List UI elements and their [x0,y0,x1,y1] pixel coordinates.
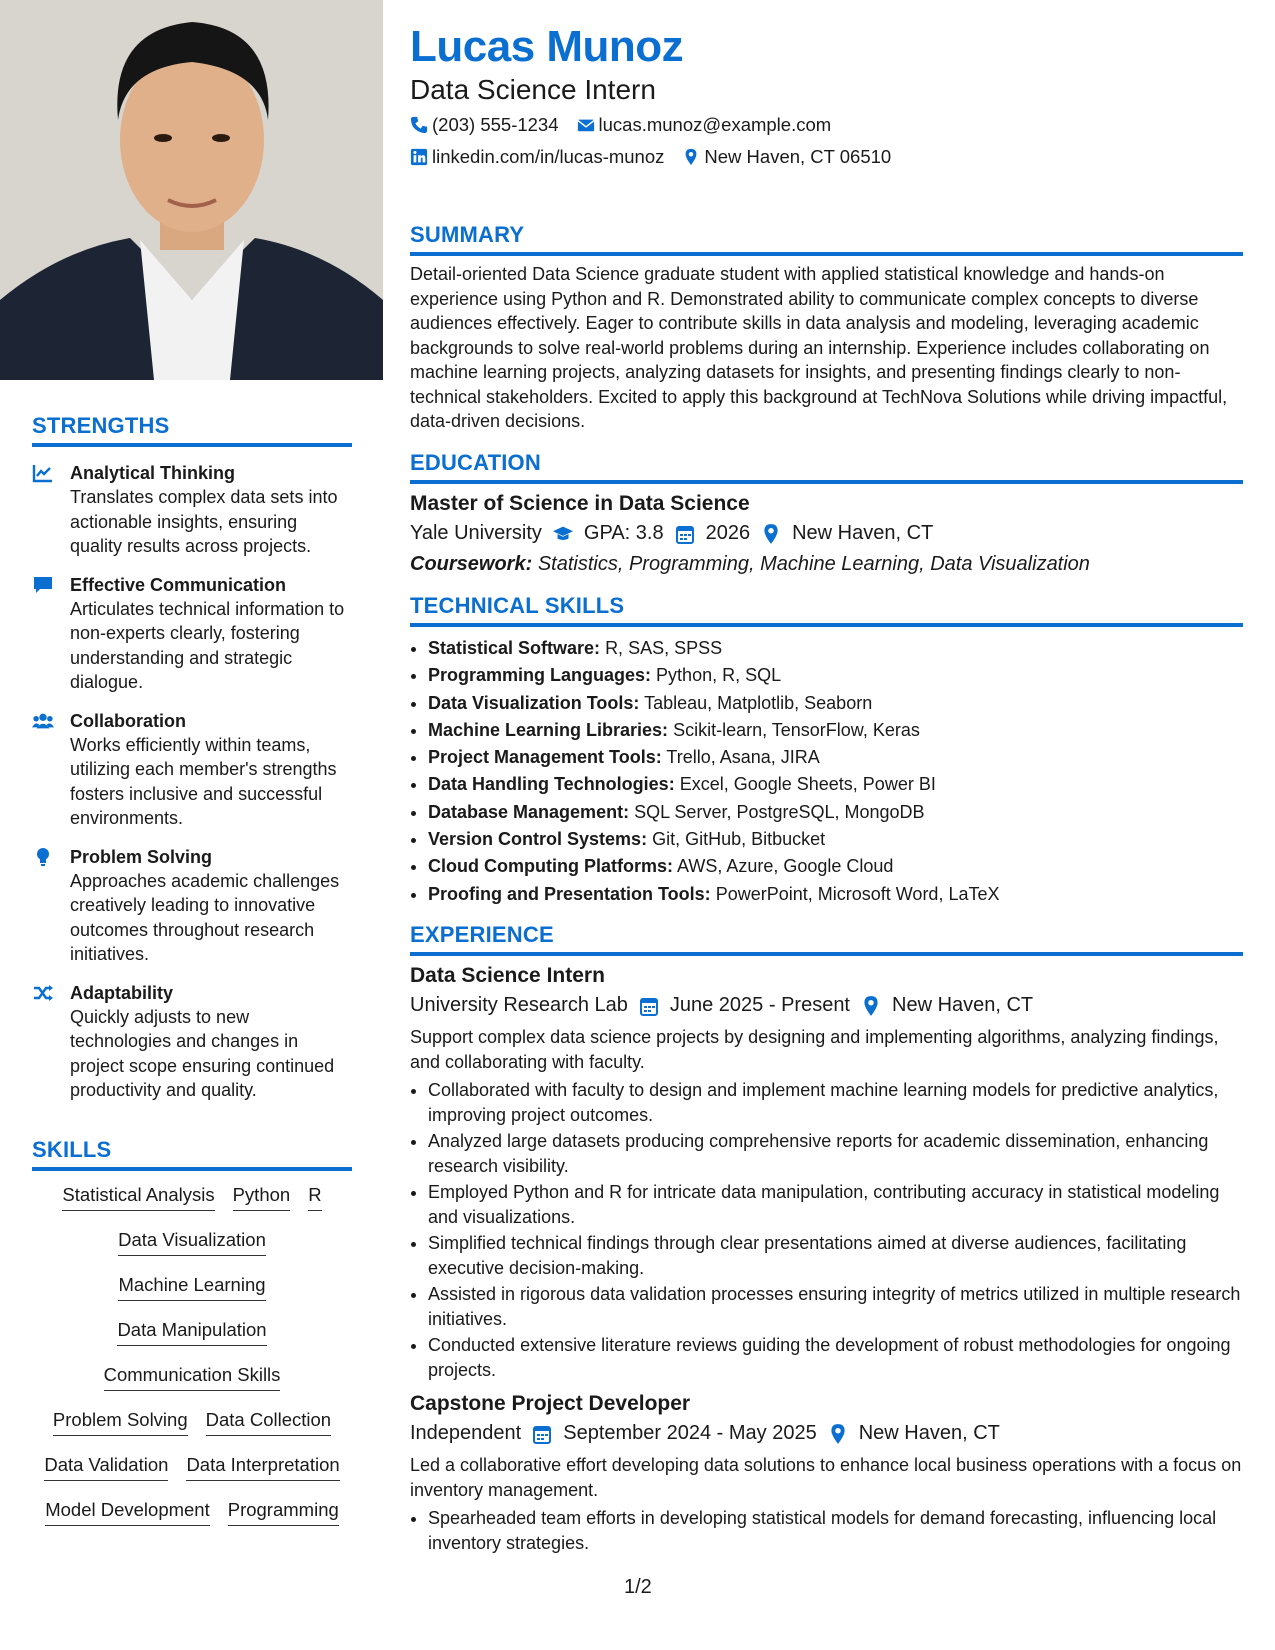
strength-title: Collaboration [70,710,186,731]
skill-row [32,1318,352,1363]
map-pin-icon [860,995,882,1017]
summary-text: Detail-oriented Data Science graduate student with applied statistical knowledge and hands-on experience using Python and R. Demonstrated ability to communicate complex concepts to diverse audiences effectively. Eager to contribute skills in data analysis and modeling, leveraging academic backgrounds to solve real-world problems during an internship. Experience includes collaborating on machine learning projects, analyzing datasets for insights, and presenting findings clearly to non-technical stakeholders. Excited to apply this background at TechNova Solutions while driving impactful, data-driven decisions. [410,264,1228,431]
phone-contact [410,114,559,136]
skill-row [32,1363,352,1408]
experience-entry [410,1392,1243,1555]
role-title: Data Science Intern [410,964,605,987]
phone-icon [410,116,428,134]
contact-row-2 [410,146,891,168]
list-item: • Data Handling Technologies: Excel, Google Sheets, Power BI [428,771,1243,798]
experience-summary: Support complex data science projects by designing and implementing algorithms, analyzing findings, and collaborating with faculty. [410,1027,1219,1072]
shuffle-icon [32,981,70,1103]
location-text: New Haven, CT 06510 [704,146,892,167]
technical-skills-section [410,593,1243,908]
skill-tag: R [308,1183,321,1211]
list-item: • Version Control Systems: Git, GitHub, Bitbucket [428,826,1243,853]
skill-row [32,1498,352,1543]
education-location: New Haven, CT [792,522,934,544]
skill-tag: Data Visualization [118,1228,266,1256]
strength-desc: Approaches academic challenges creatively leading to innovative outcomes throughout research initiatives. [70,870,340,964]
skill-tag: Statistical Analysis [62,1183,214,1211]
graduation-cap-icon [552,523,574,545]
experience-location: New Haven, CT [858,1422,1000,1444]
skill-tag: Model Development [45,1498,210,1526]
experience-bullets [410,1506,1243,1555]
summary-section [410,222,1243,434]
role-title: Capstone Project Developer [410,1392,691,1415]
list-item: • Programming Languages: Python, R, SQL [428,662,1243,689]
lightbulb-icon [32,845,70,967]
list-item: • Project Management Tools: Trello, Asana, JIRA [428,744,1243,771]
skill-row [32,1183,352,1228]
gpa-text: GPA: 3.8 [583,522,664,544]
location-contact [682,146,891,168]
strength-title: Analytical Thinking [70,463,236,483]
map-pin-icon [827,1423,849,1445]
email-text: lucas.munoz@example.com [598,114,832,135]
skill-tag: Data Manipulation [117,1318,266,1346]
skill-row [32,1228,352,1273]
strength-title: Problem Solving [70,846,213,867]
technical-skills-title: TECHNICAL SKILLS [410,593,1243,627]
strength-item [32,845,352,967]
phone-text: (203) 555-1234 [432,114,559,135]
experience-entry [410,964,1243,1382]
linkedin-contact[interactable] [410,146,664,168]
education-section [410,450,1243,576]
skill-row [32,1273,352,1318]
degree-title: Master of Science in Data Science [410,492,750,515]
strength-desc: Articulates technical information to non-experts clearly, fostering understanding and strategic dialogue. [70,598,345,692]
skill-row [32,1453,352,1498]
experience-title: EXPERIENCE [410,922,1243,956]
skill-tag: Data Collection [206,1408,331,1436]
date-range: September 2024 - May 2025 [563,1422,817,1444]
linkedin-text: linkedin.com/in/lucas-munoz [432,146,665,167]
map-pin-icon [760,523,782,545]
education-title: EDUCATION [410,450,1243,484]
calendar-icon [531,1423,553,1445]
summary-title: SUMMARY [410,222,1243,256]
coursework-label: Coursework: [410,553,533,575]
strength-item [32,461,352,559]
list-item: • Database Management: SQL Server, PostgreSQL, MongoDB [428,799,1243,826]
page-number: 1/2 [624,1576,652,1598]
list-item: • Simplified technical findings through clear presentations aimed at diverse audiences, facilitating executive decision-making. [428,1231,1243,1280]
list-item: • Cloud Computing Platforms: AWS, Azure, Google Cloud [428,853,1243,880]
list-item: • Assisted in rigorous data validation processes ensuring integrity of metrics utilized in multiple research initiatives. [428,1282,1243,1331]
profile-photo [0,0,383,380]
envelope-icon [577,116,595,134]
skill-tag: Data Interpretation [186,1453,339,1481]
experience-meta [410,1422,1243,1445]
list-item: • Data Visualization Tools: Tableau, Matplotlib, Seaborn [428,690,1243,717]
skills-list [32,1183,352,1543]
job-title: Data Science Intern [410,74,656,105]
skill-tag: Communication Skills [104,1363,281,1391]
list-item: • Collaborated with faculty to design and implement machine learning models for predictive analytics, improving project outcomes. [428,1078,1243,1127]
date-range: June 2025 - Present [669,994,850,1016]
strength-item [32,573,352,695]
skills-title: SKILLS [32,1137,352,1171]
school-name: Yale University [410,522,542,544]
contact-row-1 [410,114,831,136]
strength-item [32,709,352,831]
strength-desc: Quickly adjusts to new technologies and changes in project scope ensuring continued productivity and quality. [70,1006,335,1100]
coursework [410,553,1243,576]
skill-tag: Data Validation [44,1453,168,1481]
calendar-icon [674,523,696,545]
strength-desc: Translates complex data sets into actionable insights, ensuring quality results across projects. [70,487,338,556]
list-item: • Machine Learning Libraries: Scikit-learn, TensorFlow, Keras [428,717,1243,744]
organization: University Research Lab [410,994,628,1016]
strength-title: Adaptability [70,982,174,1003]
organization: Independent [410,1422,522,1444]
linkedin-icon [410,148,428,166]
experience-summary: Led a collaborative effort developing data solutions to enhance local business operations with a focus on inventory management. [410,1455,1242,1500]
candidate-name: Lucas Munoz [410,22,684,71]
skill-tag: Machine Learning [118,1273,265,1301]
list-item: • Proofing and Presentation Tools: PowerPoint, Microsoft Word, LaTeX [428,881,1243,908]
email-contact[interactable] [577,114,832,136]
technical-skills-list [410,635,1243,908]
list-item: • Conducted extensive literature reviews guiding the development of robust methodologies for ongoing projects. [428,1333,1243,1382]
experience-bullets [410,1078,1243,1382]
list-item: • Spearheaded team efforts in developing statistical models for demand forecasting, influencing local inventory strategies. [428,1506,1243,1555]
strengths-section [32,413,352,1103]
users-icon [32,709,70,831]
comment-icon [32,573,70,695]
education-meta [410,522,1243,545]
list-item: • Employed Python and R for intricate data manipulation, contributing accuracy in statistical modeling and visualizations. [428,1180,1243,1229]
experience-section [410,922,1243,1557]
strength-item [32,981,352,1103]
skills-section [32,1137,352,1543]
skill-tag: Python [233,1183,291,1211]
experience-location: New Haven, CT [892,994,1034,1016]
strengths-title: STRENGTHS [32,413,352,447]
map-pin-icon [682,148,700,166]
calendar-icon [638,995,660,1017]
list-item: • Analyzed large datasets producing comprehensive reports for academic dissemination, enhancing research visibility. [428,1129,1243,1178]
strength-title: Effective Communication [70,574,287,595]
left-column [0,0,383,1650]
strength-desc: Works efficiently within teams, utilizing each member's strengths fosters inclusive and successful environments. [70,734,337,828]
list-item: • Statistical Software: R, SAS, SPSS [428,635,1243,662]
graduation-year: 2026 [705,522,751,544]
skill-tag: Programming [228,1498,339,1526]
coursework-list: Statistics, Programming, Machine Learning, Data Visualization [537,553,1090,575]
chart-line-icon [32,461,70,559]
experience-meta [410,994,1243,1017]
skill-row [32,1408,352,1453]
skill-tag: Problem Solving [53,1408,188,1436]
